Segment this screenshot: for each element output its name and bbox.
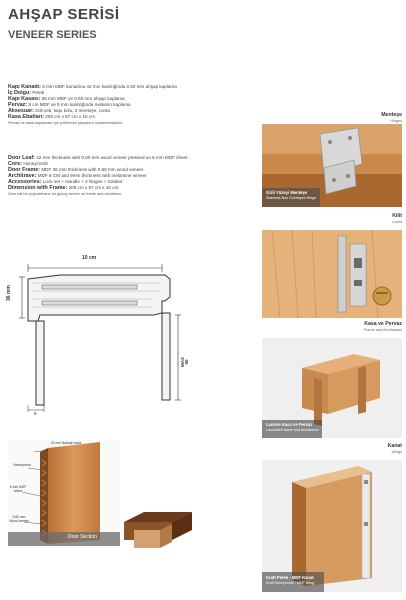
label-mdf-sheet: 6 mm MDF sheet [9, 485, 27, 493]
spec-row: Door Leaf: 42 mm thickness with 0.60 mm wood veneer pressed on 6 mm MDF sheet. [8, 155, 189, 161]
hinge-photo [262, 124, 402, 207]
page-title: AHŞAP SERİSİ [8, 6, 120, 23]
frame-architrave-caption: Lamine Kasa ve Pervaz Laminated frame and Architraves [266, 422, 319, 432]
note-turkish: Pervaz ve kasa kaplaması için poliüretan yapıştırıcı kullanılmaktadır. [8, 121, 123, 125]
lock-photo [262, 230, 402, 318]
label-honeycomb: Honeycomb [13, 463, 31, 467]
wings-heading: Kanat Wings [387, 443, 402, 454]
bottom-dimension-label: 9 [34, 411, 37, 416]
spec-row: Aksesuar: Kilit seti, kapı kolu, 3 menteşe, conta [8, 108, 110, 114]
locks-heading: Kilit Locks [392, 213, 402, 224]
spec-row: Accessories: Lock set + Handle + 3 hinges + Gasket [8, 179, 123, 185]
spec-row: Architrave: MDF 8 CM and 9mm thickness with melamine veneer [8, 173, 147, 179]
frame-section-diagram [6, 255, 190, 420]
height-dimension-label: MAX 60 [180, 357, 189, 367]
door-section-caption: Door Section [68, 534, 97, 540]
depth-dimension-label: 36 mm [6, 285, 12, 301]
spec-row: Kapı Kanadı: 6 mm MDF kanadına 42 mm kalınlığında 0.60 mm ahşap kaplama [8, 84, 177, 90]
frame-profile-photo [120, 500, 196, 550]
label-natural-wood: 42 mm Natural wood [50, 441, 82, 445]
hinges-heading: Menteşe Hinges [381, 112, 402, 123]
spec-row: Door Frame: MDF 36 mm thickness with 0.60 mm wood veneer. [8, 167, 145, 173]
spec-row: Pervaz: 8 cm MDF ve 9 mm kalınlığında melamin kaplama [8, 102, 131, 108]
frames-heading: Kasa ve Pervaz Frame and Architraves [363, 321, 402, 332]
width-dimension-label: 10 cm [82, 255, 97, 261]
spec-row: İç Dolgu: Petek [8, 90, 45, 96]
frame-profile-illustration [120, 500, 196, 550]
door-section-photo [8, 440, 120, 546]
specs-turkish [8, 84, 177, 126]
note-english: Glue will be polyurethane for gluing veneer on frame and architrave. [8, 192, 123, 196]
spec-row: Dimension with Frame: 209 cm x 97 cm x 10 cm [8, 185, 119, 191]
spec-row: Kapı Kasası: 36 mm MDF ye 0.60 mm ahşap kaplama [8, 96, 125, 102]
specs-english [8, 155, 189, 197]
label-wood-veneer: 0.60 mm Wood veneer [9, 515, 29, 523]
spec-row: Kasa Ebatları: 209 cm x 97 cm x 10 cm [8, 114, 96, 120]
hinge-caption: Gizli Yüzeyi Menteşe Stainless Non Overlaped Hinge [266, 190, 317, 200]
wing-caption: Kraft Petek - MDF Kanat Kraft Honeycomb - MDF Wing [266, 575, 314, 585]
page-subtitle: VENEER SERIES [8, 29, 97, 41]
wing-illustration [262, 460, 402, 592]
spec-row: Core: Honeycomb [8, 161, 48, 167]
lock-illustration [262, 230, 402, 318]
wing-photo [262, 460, 402, 592]
frame-architrave-photo [262, 338, 402, 438]
